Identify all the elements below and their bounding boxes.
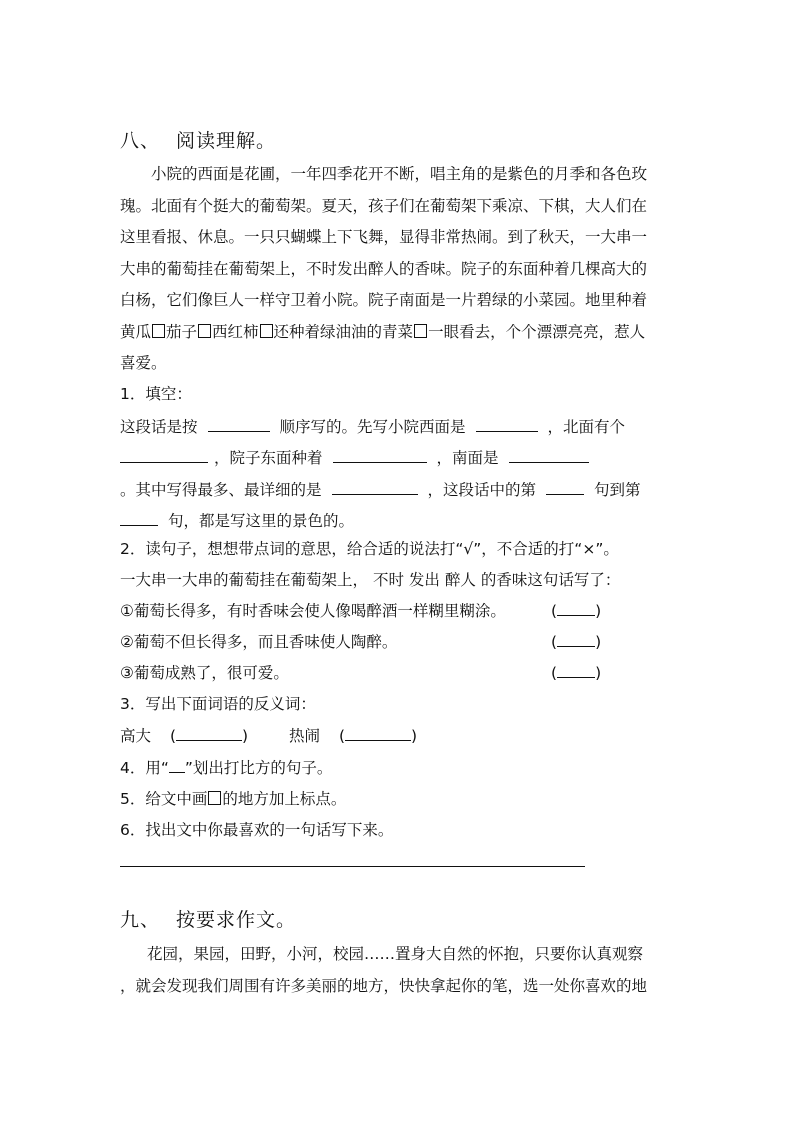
q1-text: 顺序写的。先写小院西面是 [279,418,466,436]
q1-text: 句到第 [594,481,641,499]
section-8-title: 阅读理解。 [176,130,277,152]
fill-blank[interactable] [509,444,589,463]
q5 [120,788,346,810]
antonym-answer[interactable] [345,726,411,741]
underline-sample [169,758,185,773]
passage-line: 这里看报、休息。一只只蝴蝶上下飞舞，显得非常热闹。到了秋天，一大串一 [120,228,648,246]
composition-prompt [120,939,680,1002]
punctuation-box[interactable] [414,324,427,338]
q1-line-3 [120,476,641,498]
punctuation-box[interactable] [198,324,211,338]
punctuation-box[interactable] [152,324,165,338]
passage-text: 黄瓜 [120,322,152,341]
q2-text: 发出 [408,571,440,589]
paren-open: ( [169,727,177,745]
reading-passage [120,159,680,380]
option-text: ③葡萄成熟了，很可爱。 [120,664,289,682]
q1-text: 句，都是写这里的景色的。 [168,512,355,530]
paren-open: ( [551,602,558,620]
prompt-line: ，就会发现我们周围有许多美丽的地方，快快拿起你的笔，选一处你喜欢的地 [120,976,648,995]
q6-label: 6．找出文中你最喜欢的一句话写下来。 [120,821,394,839]
section-9-number: 九、 [120,909,161,931]
answer-slot[interactable] [557,663,595,678]
q1-label: 1．填空： [120,385,192,403]
passage-text: 还种着绿油油的青菜 [273,322,414,341]
paren-open: ( [338,727,346,745]
q1-text: ，南面是 [436,449,499,467]
passage-line: 瑰。北面有个挺大的葡萄架。夏天，孩子们在葡萄架下乘凉、下棋，大人们在 [120,196,648,215]
dotted-word: 不时 [372,571,404,589]
q1-text: ，院子东面种着 [214,449,323,467]
q3-label: 3．写出下面词语的反义词： [120,695,316,713]
paren-open: ( [551,633,558,651]
q3-antonyms [120,725,417,747]
option-text: ①葡萄长得多，有时香味会使人像喝醉酒一样糊里糊涂。 [120,602,506,620]
passage-line: 小院的西面是花圃，一年四季花开不断，唱主角的是紫色的月季和各色玫 [151,165,648,183]
q1-line-1 [120,413,625,435]
passage-line: 白杨，它们像巨人一样守卫着小院。院子南面是一片碧绿的小菜园。地里种着 [120,291,648,309]
q2-text: 的香味这句话写了： [480,571,621,589]
q5-text: 5．给文中画 [120,790,208,808]
answer-paren[interactable] [551,631,601,653]
box-sample [208,791,221,805]
passage-text: 一眼看去，个个漂漂亮亮，惹人 [428,322,646,341]
fill-blank[interactable] [208,413,270,432]
prompt-line: 花园，果园，田野，小河，校园……置身大自然的怀抱，只要你认真观察 [147,945,644,963]
q1-text: ，北面有个 [547,418,626,436]
passage-line [120,317,680,349]
paren-close: ) [242,727,249,745]
antonym-word: 高大 [120,727,152,745]
fill-blank[interactable] [546,476,584,495]
q6-answer-line[interactable] [120,866,585,867]
dotted-word: 醉人 [444,571,476,589]
paren-close: ) [595,602,602,620]
q5-text: 的地方加上标点。 [222,790,347,808]
q4 [120,757,332,779]
option-text: ②葡萄不但长得多，而且香味使人陶醉。 [120,633,398,651]
q2-label: 2．读句子，想想带点词的意思，给合适的说法打“√”，不合适的打“×”。 [120,540,619,558]
punctuation-box[interactable] [260,324,273,338]
section-9-heading [120,905,296,932]
fill-blank[interactable] [120,507,158,526]
paren-open: ( [551,664,558,682]
q1-text: 这段话是按 [120,418,198,436]
antonym-word: 热闹 [289,727,321,745]
q2-option-2 [120,631,397,653]
section-9-title: 按要求作文。 [176,909,297,931]
answer-slot[interactable] [557,632,595,647]
answer-paren[interactable] [551,662,601,684]
paren-close: ) [595,664,602,682]
passage-text: 西红柿 [212,322,259,341]
answer-paren[interactable] [551,600,601,622]
q2-text: 一大串一大串的葡萄挂在葡萄架上， [120,571,369,589]
passage-text: 茄子 [166,322,198,341]
q2-option-3 [120,662,289,684]
answer-slot[interactable] [557,601,595,616]
q1-text: ，这段话中的第 [427,481,537,499]
q1-line-4 [120,507,354,529]
fill-blank[interactable] [120,444,208,463]
fill-blank[interactable] [476,413,538,432]
q1-line-2 [120,444,599,466]
fill-blank[interactable] [332,476,418,495]
paren-close: ) [411,727,418,745]
antonym-answer[interactable] [176,726,242,741]
paren-close: ) [595,633,602,651]
q4-text: ”划出打比方的句子。 [184,759,333,777]
section-8-heading [120,126,276,153]
q1-text: 。其中写得最多、最详细的是 [120,481,322,499]
fill-blank[interactable] [333,444,427,463]
passage-line: 大串的葡萄挂在葡萄架上，不时发出醉人的香味。院子的东面种着几棵高大的 [120,259,648,278]
passage-line: 喜爱。 [120,354,167,372]
q4-text: 4．用“ [120,759,169,777]
q2-option-1 [120,600,506,622]
q2-sentence [120,569,620,591]
section-8-number: 八、 [120,130,161,152]
